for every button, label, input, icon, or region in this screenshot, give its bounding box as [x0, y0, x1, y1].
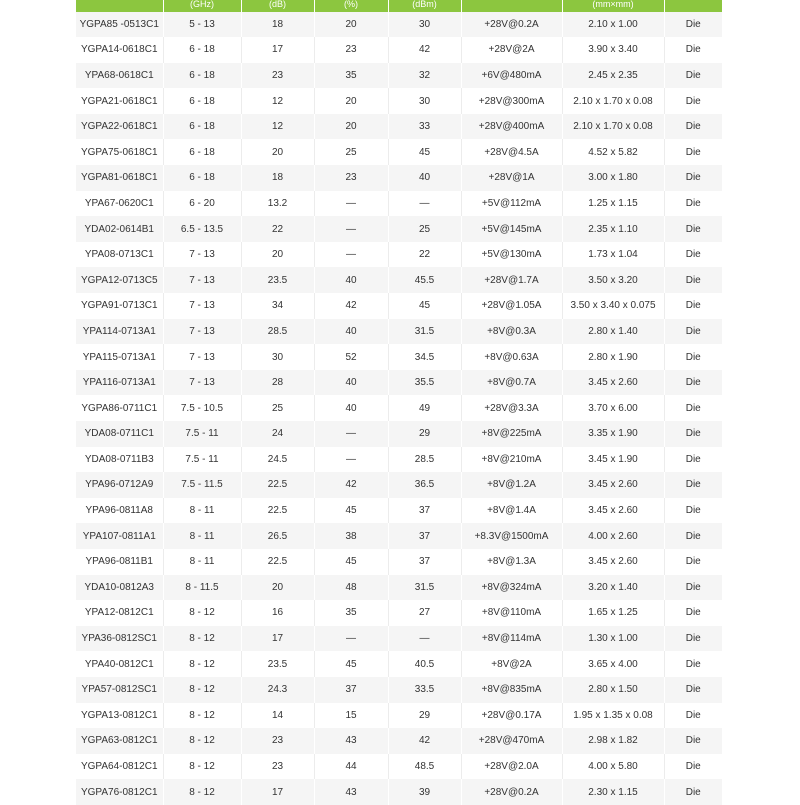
cell-size: 1.95 x 1.35 x 0.08 [562, 703, 664, 729]
cell-size: 4.00 x 5.80 [562, 754, 664, 780]
table-row [76, 498, 722, 524]
cell-size: 2.80 x 1.90 [562, 344, 664, 370]
cell-size: 3.00 x 1.80 [562, 165, 664, 191]
table-header-row [76, 0, 722, 12]
cell-frequency: 7 - 13 [163, 370, 241, 396]
cell-size: 2.10 x 1.00 [562, 12, 664, 38]
cell-package: Die [685, 530, 701, 542]
cell-model: YPA08-0713C1 [76, 242, 163, 268]
cell-gain: 23.5 [241, 651, 314, 677]
header-cell-model [76, 0, 163, 12]
cell-power: 33.5 [388, 677, 461, 703]
cell-power: 30 [388, 88, 461, 114]
cell-model: YPA57-0812SC1 [76, 677, 163, 703]
cell-size: 4.00 x 2.60 [562, 523, 664, 549]
cell-package: Die [685, 18, 701, 30]
cell-efficiency: — [314, 626, 388, 652]
cell-bias: +8V@225mA [461, 421, 562, 447]
cell-package: Die [685, 761, 701, 773]
table-row [76, 395, 722, 421]
cell-model: YGPA86-0711C1 [76, 395, 163, 421]
cell-efficiency: 44 [314, 754, 388, 780]
cell-gain: 17 [241, 626, 314, 652]
cell-bias: +28V@1.7A [461, 267, 562, 293]
cell-gain: 34 [241, 293, 314, 319]
cell-bias: +5V@130mA [461, 242, 562, 268]
cell-power: 35.5 [388, 370, 461, 396]
cell-power: 42 [388, 37, 461, 63]
cell-size: 1.30 x 1.00 [562, 626, 664, 652]
cell-size: 2.10 x 1.70 x 0.08 [562, 114, 664, 140]
cell-package: Die [685, 300, 701, 312]
cell-frequency: 8 - 12 [163, 779, 241, 805]
cell-gain: 23 [241, 63, 314, 89]
cell-power: 31.5 [388, 319, 461, 345]
cell-package: Die [685, 197, 701, 209]
table-row [76, 779, 722, 805]
cell-power: 31.5 [388, 575, 461, 601]
cell-gain: 17 [241, 37, 314, 63]
cell-model: YGPA75-0618C1 [76, 139, 163, 165]
cell-efficiency: — [314, 447, 388, 473]
cell-power: 25 [388, 216, 461, 242]
cell-efficiency: 52 [314, 344, 388, 370]
table-row [76, 165, 722, 191]
cell-gain: 28.5 [241, 319, 314, 345]
cell-size: 2.35 x 1.10 [562, 216, 664, 242]
cell-size: 1.65 x 1.25 [562, 600, 664, 626]
cell-frequency: 8 - 11 [163, 523, 241, 549]
cell-package: Die [685, 44, 701, 56]
header-cell-power: (dBm) [388, 0, 461, 12]
table-row [76, 370, 722, 396]
cell-bias: +28V@4.5A [461, 139, 562, 165]
cell-model: YGPA81-0618C1 [76, 165, 163, 191]
cell-package: Die [685, 581, 701, 593]
cell-efficiency: 23 [314, 37, 388, 63]
cell-package: Die [685, 223, 701, 235]
table-row [76, 703, 722, 729]
cell-efficiency: 40 [314, 370, 388, 396]
table-row [76, 63, 722, 89]
cell-bias: +28V@0.2A [461, 779, 562, 805]
cell-package: Die [685, 556, 701, 568]
cell-bias: +28V@0.17A [461, 703, 562, 729]
cell-model: YPA96-0811A8 [76, 498, 163, 524]
cell-frequency: 6 - 18 [163, 37, 241, 63]
cell-bias: +6V@480mA [461, 63, 562, 89]
cell-model: YPA68-0618C1 [76, 63, 163, 89]
cell-power: — [388, 191, 461, 217]
cell-size: 2.10 x 1.70 x 0.08 [562, 88, 664, 114]
cell-bias: +8V@0.7A [461, 370, 562, 396]
cell-package: Die [685, 709, 701, 721]
cell-power: 42 [388, 728, 461, 754]
table-row [76, 139, 722, 165]
cell-size: 3.35 x 1.90 [562, 421, 664, 447]
cell-model: YPA115-0713A1 [76, 344, 163, 370]
header-cell-gain: (dB) [241, 0, 314, 12]
cell-power: 36.5 [388, 472, 461, 498]
cell-frequency: 6 - 18 [163, 165, 241, 191]
cell-power: 45 [388, 293, 461, 319]
cell-gain: 22.5 [241, 472, 314, 498]
table-row [76, 216, 722, 242]
cell-size: 2.98 x 1.82 [562, 728, 664, 754]
cell-power: 37 [388, 498, 461, 524]
cell-bias: +28V@1.05A [461, 293, 562, 319]
table-row [76, 12, 722, 38]
header-cell-efficiency: (%) [314, 0, 388, 12]
table-header [76, 0, 722, 12]
cell-size: 2.30 x 1.15 [562, 779, 664, 805]
cell-frequency: 8 - 12 [163, 754, 241, 780]
cell-bias: +8V@210mA [461, 447, 562, 473]
cell-package: Die [685, 735, 701, 747]
cell-gain: 16 [241, 600, 314, 626]
cell-efficiency: 20 [314, 88, 388, 114]
cell-package: Die [685, 633, 701, 645]
cell-size: 2.80 x 1.50 [562, 677, 664, 703]
cell-power: 27 [388, 600, 461, 626]
cell-gain: 12 [241, 88, 314, 114]
cell-frequency: 8 - 12 [163, 703, 241, 729]
cell-efficiency: — [314, 421, 388, 447]
cell-gain: 14 [241, 703, 314, 729]
cell-gain: 18 [241, 12, 314, 38]
cell-efficiency: 40 [314, 319, 388, 345]
cell-efficiency: 45 [314, 498, 388, 524]
table-row [76, 114, 722, 140]
cell-model: YPA12-0812C1 [76, 600, 163, 626]
table-row [76, 242, 722, 268]
cell-frequency: 7.5 - 11 [163, 421, 241, 447]
cell-size: 3.20 x 1.40 [562, 575, 664, 601]
product-table [76, 0, 722, 805]
cell-package: Die [685, 658, 701, 670]
cell-package: Die [685, 607, 701, 619]
cell-bias: +8V@1.2A [461, 472, 562, 498]
cell-gain: 23.5 [241, 267, 314, 293]
cell-frequency: 7 - 13 [163, 344, 241, 370]
cell-efficiency: 40 [314, 395, 388, 421]
cell-model: YGPA21-0618C1 [76, 88, 163, 114]
cell-package: Die [685, 325, 701, 337]
cell-size: 3.45 x 2.60 [562, 549, 664, 575]
cell-size: 3.45 x 1.90 [562, 447, 664, 473]
cell-frequency: 8 - 12 [163, 651, 241, 677]
cell-size: 3.70 x 6.00 [562, 395, 664, 421]
cell-package: Die [685, 146, 701, 158]
cell-power: 39 [388, 779, 461, 805]
cell-model: YDA08-0711B3 [76, 447, 163, 473]
cell-package: Die [685, 479, 701, 491]
cell-package: Die [685, 786, 701, 798]
cell-power: 34.5 [388, 344, 461, 370]
table-row [76, 293, 722, 319]
cell-bias: +8V@324mA [461, 575, 562, 601]
cell-package: Die [685, 69, 701, 81]
table-row [76, 37, 722, 63]
cell-package: Die [685, 377, 701, 389]
cell-package: Die [685, 453, 701, 465]
header-cell-bias [461, 0, 562, 12]
cell-model: YGPA85 -0513C1 [76, 12, 163, 38]
cell-frequency: 6 - 18 [163, 63, 241, 89]
cell-power: 40 [388, 165, 461, 191]
cell-package: Die [685, 274, 701, 286]
cell-bias: +28V@3.3A [461, 395, 562, 421]
cell-gain: 13.2 [241, 191, 314, 217]
cell-size: 3.45 x 2.60 [562, 370, 664, 396]
cell-model: YGPA14-0618C1 [76, 37, 163, 63]
cell-model: YPA36-0812SC1 [76, 626, 163, 652]
cell-size: 2.45 x 2.35 [562, 63, 664, 89]
cell-bias: +8V@0.3A [461, 319, 562, 345]
cell-gain: 23 [241, 754, 314, 780]
cell-model: YPA96-0712A9 [76, 472, 163, 498]
cell-frequency: 8 - 12 [163, 626, 241, 652]
cell-model: YGPA91-0713C1 [76, 293, 163, 319]
cell-model: YGPA64-0812C1 [76, 754, 163, 780]
cell-model: YGPA63-0812C1 [76, 728, 163, 754]
cell-power: 29 [388, 421, 461, 447]
cell-gain: 25 [241, 395, 314, 421]
cell-power: 40.5 [388, 651, 461, 677]
cell-frequency: 6 - 18 [163, 88, 241, 114]
cell-package: Die [685, 505, 701, 517]
cell-efficiency: 15 [314, 703, 388, 729]
cell-gain: 23 [241, 728, 314, 754]
cell-package: Die [685, 95, 701, 107]
cell-gain: 17 [241, 779, 314, 805]
cell-gain: 24.3 [241, 677, 314, 703]
cell-model: YPA114-0713A1 [76, 319, 163, 345]
cell-power: 49 [388, 395, 461, 421]
cell-size: 2.80 x 1.40 [562, 319, 664, 345]
product-table-container [76, 0, 722, 805]
cell-model: YGPA22-0618C1 [76, 114, 163, 140]
table-row [76, 421, 722, 447]
cell-bias: +8V@0.63A [461, 344, 562, 370]
cell-bias: +8V@1.3A [461, 549, 562, 575]
cell-efficiency: 35 [314, 600, 388, 626]
cell-model: YGPA12-0713C5 [76, 267, 163, 293]
cell-bias: +5V@112mA [461, 191, 562, 217]
cell-model: YPA96-0811B1 [76, 549, 163, 575]
table-row [76, 677, 722, 703]
cell-gain: 24.5 [241, 447, 314, 473]
cell-size: 3.50 x 3.40 x 0.075 [562, 293, 664, 319]
cell-package: Die [685, 121, 701, 133]
cell-efficiency: 42 [314, 472, 388, 498]
table-row [76, 191, 722, 217]
cell-power: 48.5 [388, 754, 461, 780]
cell-gain: 22.5 [241, 498, 314, 524]
cell-size: 3.45 x 2.60 [562, 472, 664, 498]
cell-efficiency: 43 [314, 728, 388, 754]
cell-gain: 20 [241, 139, 314, 165]
cell-size: 3.90 x 3.40 [562, 37, 664, 63]
cell-efficiency: 23 [314, 165, 388, 191]
cell-efficiency: 45 [314, 549, 388, 575]
cell-efficiency: — [314, 242, 388, 268]
table-row [76, 600, 722, 626]
cell-size: 3.65 x 4.00 [562, 651, 664, 677]
cell-bias: +28V@0.2A [461, 12, 562, 38]
cell-gain: 20 [241, 242, 314, 268]
header-cell-size: (mm×mm) [562, 0, 664, 12]
cell-power: 33 [388, 114, 461, 140]
table-row [76, 523, 722, 549]
cell-frequency: 6 - 20 [163, 191, 241, 217]
cell-model: YPA107-0811A1 [76, 523, 163, 549]
cell-bias: +28V@2.0A [461, 754, 562, 780]
cell-frequency: 7.5 - 10.5 [163, 395, 241, 421]
cell-efficiency: 35 [314, 63, 388, 89]
cell-bias: +28V@470mA [461, 728, 562, 754]
cell-bias: +8V@1.4A [461, 498, 562, 524]
table-row [76, 754, 722, 780]
table-row [76, 549, 722, 575]
cell-frequency: 6 - 18 [163, 139, 241, 165]
cell-model: YGPA76-0812C1 [76, 779, 163, 805]
cell-efficiency: 48 [314, 575, 388, 601]
cell-power: 30 [388, 12, 461, 38]
cell-size: 3.45 x 2.60 [562, 498, 664, 524]
cell-power: 32 [388, 63, 461, 89]
cell-efficiency: 43 [314, 779, 388, 805]
cell-power: 37 [388, 549, 461, 575]
header-cell-package [664, 0, 722, 12]
cell-efficiency: 20 [314, 114, 388, 140]
cell-frequency: 8 - 12 [163, 677, 241, 703]
cell-gain: 18 [241, 165, 314, 191]
cell-frequency: 6.5 - 13.5 [163, 216, 241, 242]
cell-efficiency: 38 [314, 523, 388, 549]
table-body [76, 12, 722, 805]
cell-frequency: 7.5 - 11.5 [163, 472, 241, 498]
cell-model: YDA02-0614B1 [76, 216, 163, 242]
cell-bias: +28V@400mA [461, 114, 562, 140]
cell-gain: 22 [241, 216, 314, 242]
cell-gain: 26.5 [241, 523, 314, 549]
cell-bias: +8.3V@1500mA [461, 523, 562, 549]
cell-efficiency: 25 [314, 139, 388, 165]
cell-gain: 22.5 [241, 549, 314, 575]
cell-efficiency: 37 [314, 677, 388, 703]
cell-size: 1.73 x 1.04 [562, 242, 664, 268]
cell-efficiency: 40 [314, 267, 388, 293]
cell-bias: +8V@2A [461, 651, 562, 677]
cell-package: Die [685, 684, 701, 696]
table-row [76, 575, 722, 601]
table-row [76, 319, 722, 345]
cell-power: 29 [388, 703, 461, 729]
cell-power: 22 [388, 242, 461, 268]
cell-gain: 12 [241, 114, 314, 140]
cell-bias: +8V@110mA [461, 600, 562, 626]
cell-bias: +8V@835mA [461, 677, 562, 703]
cell-frequency: 7 - 13 [163, 267, 241, 293]
cell-frequency: 8 - 11 [163, 549, 241, 575]
cell-frequency: 8 - 11.5 [163, 575, 241, 601]
cell-gain: 30 [241, 344, 314, 370]
cell-bias: +28V@2A [461, 37, 562, 63]
table-row [76, 344, 722, 370]
table-row [76, 447, 722, 473]
cell-model: YPA67-0620C1 [76, 191, 163, 217]
cell-power: 45 [388, 139, 461, 165]
cell-frequency: 5 - 13 [163, 12, 241, 38]
header-cell-frequency: (GHz) [163, 0, 241, 12]
cell-frequency: 8 - 12 [163, 728, 241, 754]
cell-model: YPA116-0713A1 [76, 370, 163, 396]
table-row [76, 472, 722, 498]
cell-power: 45.5 [388, 267, 461, 293]
table-row [76, 626, 722, 652]
cell-frequency: 7 - 13 [163, 319, 241, 345]
cell-gain: 28 [241, 370, 314, 396]
cell-efficiency: — [314, 191, 388, 217]
cell-bias: +28V@300mA [461, 88, 562, 114]
cell-package: Die [685, 351, 701, 363]
cell-bias: +28V@1A [461, 165, 562, 191]
cell-frequency: 6 - 18 [163, 114, 241, 140]
table-row [76, 651, 722, 677]
cell-efficiency: 45 [314, 651, 388, 677]
cell-power: 28.5 [388, 447, 461, 473]
cell-model: YDA10-0812A3 [76, 575, 163, 601]
cell-package: Die [685, 428, 701, 440]
cell-efficiency: — [314, 216, 388, 242]
cell-bias: +8V@114mA [461, 626, 562, 652]
cell-model: YDA08-0711C1 [76, 421, 163, 447]
cell-bias: +5V@145mA [461, 216, 562, 242]
cell-model: YGPA13-0812C1 [76, 703, 163, 729]
cell-size: 4.52 x 5.82 [562, 139, 664, 165]
table-row [76, 267, 722, 293]
cell-package: Die [685, 172, 701, 184]
cell-frequency: 8 - 12 [163, 600, 241, 626]
cell-package: Die [685, 249, 701, 261]
table-row [76, 88, 722, 114]
cell-efficiency: 20 [314, 12, 388, 38]
cell-gain: 20 [241, 575, 314, 601]
cell-frequency: 7.5 - 11 [163, 447, 241, 473]
table-row [76, 728, 722, 754]
cell-model: YPA40-0812C1 [76, 651, 163, 677]
cell-package: Die [685, 402, 701, 414]
cell-size: 3.50 x 3.20 [562, 267, 664, 293]
cell-frequency: 7 - 13 [163, 242, 241, 268]
cell-size: 1.25 x 1.15 [562, 191, 664, 217]
cell-frequency: 7 - 13 [163, 293, 241, 319]
cell-efficiency: 42 [314, 293, 388, 319]
cell-power: — [388, 626, 461, 652]
cell-frequency: 8 - 11 [163, 498, 241, 524]
cell-gain: 24 [241, 421, 314, 447]
cell-power: 37 [388, 523, 461, 549]
